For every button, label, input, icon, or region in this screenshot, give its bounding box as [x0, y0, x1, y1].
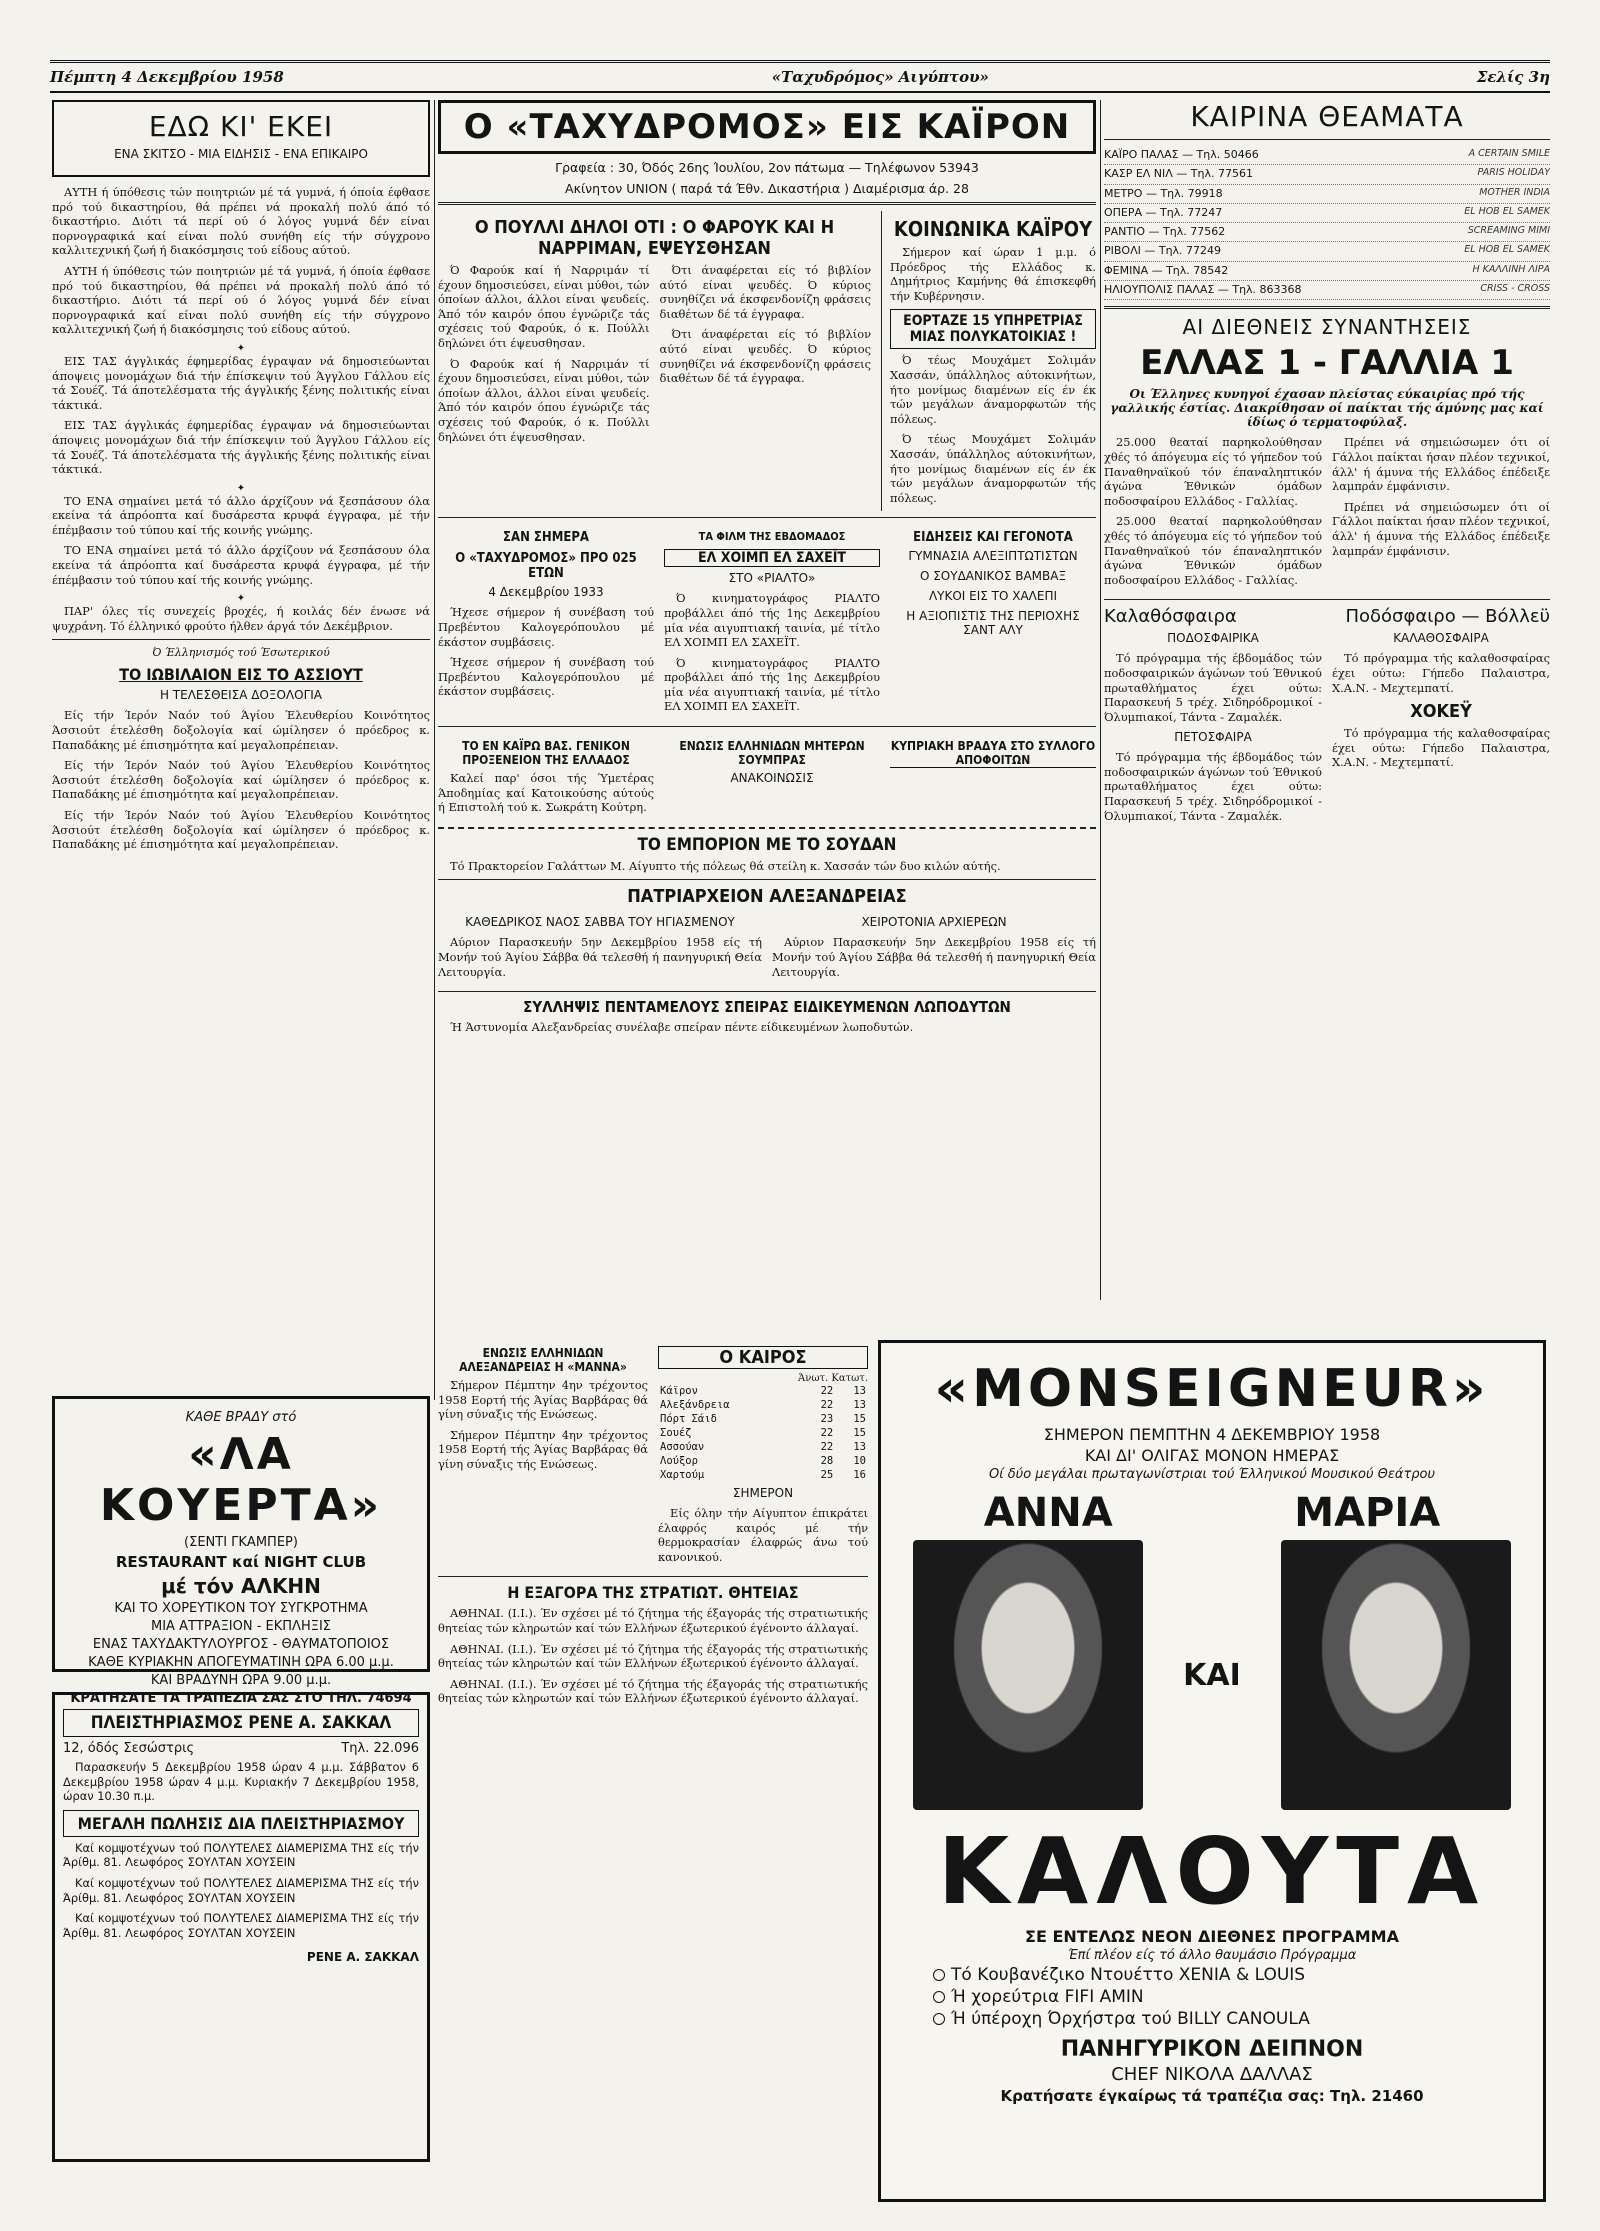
weather-temp: 15: [853, 1427, 866, 1439]
headline-mothers: ΕΝΩΣΙΣ ΕΛΛΗΝΙΔΩΝ ΜΗΤΕΡΩΝ ΣΟΥΜΠΡΑΣ: [679, 739, 865, 768]
column-rule: [434, 100, 435, 1400]
weather-row: [658, 1454, 868, 1468]
article-paragraph: Αύριον Παρασκευήν 5ην Δεκεμβρίου 1958 είς τή Μονήν τού Άγίου Σάββα θά τελεσθή ή πανηγυρική Θεία Λειτουργία.: [438, 935, 762, 979]
auction-signature: ΡΕΝΕ Α. ΣΑΚΚΑΛ: [306, 1950, 419, 1965]
masthead-office-1: Γραφεία : 30, Όδός 26ης Ίουλίου, 2ον πάτωμα — Τηλέφωνον 53943: [555, 160, 979, 175]
ad-dinner: ΠΑΝΗΓΥΡΙΚΟΝ ΔΕΙΠΝΟΝ: [1060, 2037, 1364, 2062]
auction-description: Καί κομψοτέχνων τού ΠΟΛΥΤΕΛΕΣ ΔΙΑΜΕΡΙΣΜΑ ΤΗΣ είς τήν Άρίθμ. 81. Λεωφόρος ΣΟΥΛΤΑΝ ΧΟΥΣΕΙΝ: [63, 1911, 419, 1940]
article-paragraph: Είς τήν Ίερόν Ναόν τού Άγίου Έλευθερίου Κοινότητος Άσσιούτ έτελέσθη δοξολογία καί ώμίλησεν ό πρόεδρος κ. Παπαδάκης μέ έπισημότητα καί μεγαλοπρέπειαν.: [52, 808, 430, 852]
ad-program: ΣΕ ΕΝΤΕΛΩΣ ΝΕΟΝ ΔΙΕΘΝΕΣ ΠΡΟΓΡΑΜΜΑ: [1025, 1927, 1399, 1946]
article-paragraph: Τό πρόγραμμα τής καλαθοσφαίρας έχει ούτω: Γήπεδο Παλαιστρα, Χ.Α.Ν. - Μεχτεμπατί.: [1332, 651, 1550, 695]
weather-temp: 28: [820, 1455, 834, 1467]
cinema-listing-row: [1104, 223, 1550, 242]
news-sub: Ο ΣΟΥΔΑΝΙΚΟΣ ΒΑΜΒΑΞ: [919, 569, 1067, 584]
cinema-listing-row: [1104, 185, 1550, 204]
ad-item: Τό Κουβανέζικο Ντουέττο XENIA & LOUIS: [951, 1965, 1306, 1985]
cinema-name: ΟΠΕΡΑ — Τηλ. 77247: [1104, 205, 1223, 219]
film-title: A CERTAIN SMILE: [1468, 148, 1550, 159]
article-paragraph: Είς όλην τήν Αίγυπτον έπικράτει έλαφρός καιρός μέ τήν θερμοκρασίαν έλαφρώς άνω τού κανονικού.: [658, 1506, 868, 1564]
article-paragraph: Είς τήν Ίερόν Ναόν τού Άγίου Έλευθερίου Κοινότητος Άσσιούτ έτελέσθη δοξολογία καί ώμίλησεν ό πρόεδρος κ. Παπαδάκης μέ έπισημότητα καί μεγαλοπρέπειαν.: [52, 758, 430, 802]
cinema-name: ΡΑΝΤΙΟ — Τηλ. 77562: [1104, 225, 1226, 239]
auction-description: Καί κομψοτέχνων τού ΠΟΛΥΤΕΛΕΣ ΔΙΑΜΕΡΙΣΜΑ ΤΗΣ είς τήν Άρίθμ. 81. Λεωφόρος ΣΟΥΛΤΑΝ ΧΟΥΣΕΙΝ: [63, 1875, 419, 1905]
auction-title: ΠΛΕΙΣΤΗΡΙΑΣΜΟΣ ΡΕΝΕ Α. ΣΑΚΚΑΛ: [63, 1709, 419, 1737]
article-paragraph: Τό Πρακτορείον Γαλάττων Μ. Αίγυπτο τής πόλεως θά στείλη κ. Χασσάν τών δυο κιλών αύτής.: [450, 858, 1001, 873]
performer-photo-1: [913, 1540, 1143, 1810]
ad-lead: Οί δύο μεγάλαι πρωταγωνίστριαι τού Έλληνικού Μουσικού Θεάτρου: [988, 1467, 1436, 1482]
article-paragraph: Πρέπει νά σημειώσωμεν ότι οί Γάλλοι παίκται ήσαν πλέον τεχνικοί, άλλ' ή άμυνα τής Ελλάδος έπέδειξε λαμπράν έμφάνισιν.: [1332, 499, 1550, 558]
left-ads: [52, 1396, 430, 2196]
article-paragraph: ΑΥΤΗ ή ύπόθεσις τών ποιητριών μέ τά γυμνά, ή όποία έφθασε πρό τού δικαστηρίου, θά πρέπει νά προκαλή πολύ άπό τό δικαστήριο. Διότι τά περί ού ό λόγος γυμνά δέν είναι πορνογραφικά καί είναι πολύ συνήθη είς τήν σύγχρονο καλλιτεχνική ζωή ή διακόσμησις τού είδους αύτού.: [52, 185, 430, 258]
performer-first-name-2: ΜΑΡΙΑ: [1294, 1490, 1441, 1536]
auction-address: 12, όδός Σεσώστρις: [63, 1741, 195, 1756]
film-title: ΕΛ ΧΟΙΜΠ ΕΛ ΣΑΧΕΪΤ: [664, 549, 880, 567]
film-title: EL HOB EL SAMEK: [1464, 244, 1550, 256]
weather-header: Άνωτ. Κατωτ.: [798, 1373, 868, 1384]
headline-cyprus-evening: ΚΥΠΡΙΑΚΗ ΒΡΑΔΥΑ ΣΤΟ ΣΥΛΛΟΓΟ ΑΠΟΦΟΙΤΩΝ: [890, 739, 1096, 768]
weather-today: ΣΗΜΕΡΟΝ: [732, 1486, 794, 1500]
ad-line: ΚΑΙ ΒΡΑΔΥΝΗ ΩΡΑ 9.00 μ.μ.: [150, 1673, 332, 1688]
column-subtitle: ΕΝΑ ΣΚΙΤΣΟ - ΜΙΑ ΕΙΔΗΣΙΣ - ΕΝΑ ΕΠΙΚΑΙΡΟ: [114, 147, 368, 161]
article-paragraph: 25.000 θεαταί παρηκολούθησαν χθές τό άπόγευμα είς τό γήπεδον τού Παναθηναϊκού τόν έπαναληπτικόν άγώνα Έθνικών όμάδων ποδοσφαίρου Ελλάδος - Γαλλίας.: [1104, 514, 1322, 587]
article-paragraph: ΑΘΗΝΑΙ. (Ι.Ι.). Έν σχέσει μέ τό ζήτημα τής έξαγοράς τής στρατιωτικής θητείας τών κληρωτών καί τών Ελλήνων έξωτερικού έγένοντο άλλαγαί.: [438, 1606, 868, 1635]
weather-temp: 23: [820, 1413, 834, 1425]
weather-row: [658, 1398, 868, 1412]
weather-temp: 22: [820, 1399, 834, 1411]
ad-venue-name: «ΛΑ ΚΟΥΕΡΤΑ»: [99, 1429, 383, 1531]
weather-city: Χαρτούμ: [660, 1469, 705, 1481]
article-paragraph: ΑΘΗΝΑΙ. (Ι.Ι.). Έν σχέσει μέ τό ζήτημα τής έξαγοράς τής στρατιωτικής θητείας τών κληρωτών καί τών Ελλήνων έξωτερικού έγένοντο άλλαγαί.: [438, 1676, 868, 1706]
ad-line: ΚΑΘΕ ΚΥΡΙΑΚΗΝ ΑΠΟΓΕΥΜΑΤΙΝΗ ΩΡΑ 6.00 μ.μ.: [88, 1655, 394, 1670]
weather-temp: 22: [820, 1427, 834, 1439]
article-paragraph: ΠΑΡ' όλες τίς συνεχείς βροχές, ή κοιλάς δέν ένωσε νά ψυχράνη. Τό έλληνικό φρούτο ήλθεν άργά τόν Δεκέμβριον.: [52, 604, 430, 633]
patriarchate-sub: ΚΑΘΕΔΡΙΚΟΣ ΝΑΟΣ ΣΑΒΒΑ ΤΟΥ ΗΓΙΑΣΜΕΝΟΥ: [465, 915, 735, 930]
weather-row: [658, 1440, 868, 1454]
weather-row: [658, 1384, 868, 1398]
cinema-name: ΜΕΤΡΟ — Τηλ. 79918: [1104, 186, 1223, 200]
ad-top-line: ΚΑΘΕ ΒΡΑΔΥ στό: [185, 1410, 297, 1425]
film-title: MOTHER INDIA: [1479, 186, 1550, 198]
section-25-years: Ο «ΤΑΧΥΔΡΟΜΟΣ» ΠΡΟ 025 ΕΤΩΝ: [455, 551, 637, 582]
article-paragraph: Ό κινηματογράφος ΡΙΑΛΤΟ προβάλλει άπό τής 1ης Δεκεμβρίου μία νέα αιγυπτιακή ταινία, μέ τίτλο ΕΛ ΧΟΙΜΠ ΕΛ ΣΑΧΕΪΤ.: [664, 591, 880, 650]
cinema-listings: [1104, 146, 1550, 300]
bullet-icon: [933, 2013, 945, 2025]
headline-poulli: Ο ΠΟΥΛΛΙ ΔΗΛΟΙ ΟΤΙ : Ο ΦΑΡΟΥΚ ΚΑΙ Η ΝΑΡΡΙΜΑΝ, ΕΨΕΥΣΘΗΣΑΝ: [474, 217, 835, 259]
article-paragraph: Πρέπει νά σημειώσωμεν ότι οί Γάλλοι παίκται ήσαν πλέον τεχνικοί, άλλ' ή άμυνα τής Ελλάδος έπέδειξε λαμπράν έμφάνισιν.: [1332, 435, 1550, 494]
section-news: ΕΙΔΗΣΕΙΣ ΚΑΙ ΓΕΓΟΝΟΤΑ: [913, 530, 1073, 546]
article-paragraph: Ό Φαρούκ καί ή Ναρριμάν τί έχουν δημοσιεύσει, είναι μύθοι, τών όποίων άλλοι, άλλοι είναι ψευδείς. Άπό τόν καιρόν όπου έγνώριζε τάς σχέσεις τού Φαρούκ, ό κ. Πούλλι δηλώνει ότι έψευσθησαν.: [438, 263, 650, 350]
column-title: ΕΔΩ ΚΙ' ΕΚΕΙ: [148, 110, 334, 143]
cinema-listing-row: [1104, 146, 1550, 165]
article-paragraph: Τό πρόγραμμα τής έβδομάδος τών ποδοσφαιρικών άγώνων τού Έθνικού πρωταθλήματος έχει ούτω: Παρασκευή 5 τρέχ. Σιδηρόδρομικοί - Όλυμπιακοί, Τάντα - Ζαμαλέκ.: [1104, 651, 1322, 724]
ad-brand: «MONSEIGNEUR»: [934, 1359, 1490, 1419]
film-title: EL HOB EL SAMEK: [1464, 205, 1550, 217]
sports-basketball: Καλαθόσφαιρα: [1104, 606, 1237, 628]
weather-temp: 22: [820, 1385, 834, 1397]
weather-row: [658, 1412, 868, 1426]
article-paragraph: Ό κινηματογράφος ΡΙΑΛΤΟ προβάλλει άπό τής 1ης Δεκεμβρίου μία νέα αιγυπτιακή ταινία, μέ τίτλο ΕΛ ΧΟΙΜΠ ΕΛ ΣΑΧΕΪΤ.: [664, 655, 880, 714]
ad-and: ΚΑΙ: [1183, 1657, 1241, 1693]
news-sub: ΛΥΚΟΙ ΕΙΣ ΤΟ ΧΑΛΕΠΙ: [928, 589, 1058, 604]
auction-dates: Παρασκευήν 5 Δεκεμβρίου 1958 ώραν 4 μ.μ. Σάββατον 6 Δεκεμβρίου 1958 ώραν 4 μ.μ. Κυριακήν 7 Δεκεμβρίου 1958, ώραν 10.30 π.μ.: [63, 1760, 419, 1804]
section-today: ΣΑΝ ΣΗΜΕΡΑ: [503, 530, 589, 546]
article-paragraph: Τό πρόγραμμα τής καλαθοσφαίρας έχει ούτω: Γήπεδο Παλαιστρα, Χ.Α.Ν. - Μεχτεμπατί.: [1332, 726, 1550, 770]
masthead-office-2: Ακίνητον UNION ( παρά τά Έθν. Δικαστήρια ) Διαμέρισμα άρ. 28: [565, 181, 969, 196]
headline-patriarchate: ΠΑΤΡΙΑΡΧΕΙΟΝ ΑΛΕΞΑΝΔΡΕΙΑΣ: [627, 886, 907, 908]
ad-monseigneur: [878, 1340, 1546, 2202]
article-paragraph: Καλεί παρ' όσοι τής Ύμετέρας Άποδημίας καί Κατοικούσης αύτούς ή Επιστολή τού κ. Σωκράτη Κούτρη.: [438, 771, 654, 815]
match-score: ΕΛΛΑΣ 1 - ΓΑΛΛΙΑ 1: [1140, 343, 1514, 384]
article-paragraph: ΑΘΗΝΑΙ. (Ι.Ι.). Έν σχέσει μέ τό ζήτημα τής έξαγοράς τής στρατιωτικής θητείας τών κληρωτών καί τών Ελλήνων έξωτερικού έγένοντο άλλαγαί.: [438, 1641, 868, 1671]
ad-performer: μέ τόν ΑΛΚΗΝ: [161, 1574, 321, 1598]
headline-arrest: ΣΥΛΛΗΨΙΣ ΠΕΝΤΑΜΕΛΟΥΣ ΣΠΕΙΡΑΣ ΕΙΔΙΚΕΥΜΕΝΩΝ ΛΩΠΟΔΥΤΩΝ: [523, 998, 1011, 1017]
weather-temp: 16: [853, 1469, 866, 1481]
article-paragraph: Ήχεσε σήμερον ή συνέβαση τού Πρεβέντου Καλογερόπουλου μέ έκάστον συμβάσεις.: [438, 655, 654, 699]
section-date: 4 Δεκεμβρίου 1933: [488, 585, 604, 600]
article-paragraph: Είς τήν Ίερόν Ναόν τού Άγίου Έλευθερίου Κοινότητος Άσσιούτ έτελέσθη δοξολογία καί ώμίλησεν ό πρόεδρος κ. Παπαδάκης μέ έπισημότητα καί μεγαλοπρέπειαν.: [52, 708, 430, 752]
weather-temp: 25: [820, 1469, 834, 1481]
weather-temp: 13: [853, 1385, 866, 1397]
ad-la-couerta: [52, 1396, 430, 1706]
weather-city: Σουέζ: [660, 1427, 692, 1439]
bullet-icon: [933, 1991, 945, 2003]
article-paragraph: Ό τέως Μουχάμετ Σολιμάν Χασσάν, ύπάλληλος αύτοκινήτων, ήτο μονίμως διαμένων είς έν έκ τών μεγάλων άναμορφωτών τής πόλεως.: [890, 353, 1096, 426]
ad-auction: [52, 1692, 430, 2162]
mothers-sub: ΑΝΑΚΟΙΝΩΣΙΣ: [730, 771, 814, 786]
bullet-icon: [933, 1969, 945, 1981]
column-taxydromos-cairo: [438, 100, 1096, 1340]
headline-military: Η ΕΞΑΓΟΡΑ ΤΗΣ ΣΤΡΑΤΙΩΤ. ΘΗΤΕΙΑΣ: [507, 1583, 799, 1603]
ad-item: Ή ύπέροχη Όρχήστρα τού BILLY CANOULA: [951, 2009, 1310, 2029]
ad-limit: ΚΑΙ ΔΙ' ΟΛΙΓΑΣ ΜΟΝΟΝ ΗΜΕΡΑΣ: [1084, 1446, 1340, 1465]
article-paragraph: ΤΟ ΕΝΑ σημαίνει μετά τό άλλο άρχίζουν νά ξεσπάσουν όλα εκείνα τά άπρόοπτα καί δυσάρεστα κρυφά έγγραφα, μέ τήν έπέμβασιν τού τύπου καί τής κοινής γνώμης.: [52, 543, 430, 587]
article-paragraph: Ότι άναφέρεται είς τό βιβλίον αύτό είναι ψευδές. Ό κύριος συνηθίζει νά έκσφενδονίζη φράσεις διαθέτων δέ τά έγγραφα.: [659, 263, 871, 321]
weather-row: [658, 1426, 868, 1440]
headline-union: ΕΝΩΣΙΣ ΕΛΛΗΝΙΔΩΝ ΑΛΕΞΑΝΔΡΕΙΑΣ Η «ΜΑΝΝΑ»: [459, 1346, 627, 1374]
cinema-listing-row: [1104, 204, 1550, 223]
article-paragraph: ΑΥΤΗ ή ύπόθεσις τών ποιητριών μέ τά γυμνά, ή όποία έφθασε πρό τού δικαστηρίου, θά πρέπει νά προκαλή πολύ άπό τό δικαστήριο. Διότι τά περί ού ό λόγος γυμνά δέν είναι πορνογραφικά καί είναι πολύ συνήθη είς τήν σύγχρονο καλλιτεχνική ζωή ή διακόσμησις τού είδους αύτού.: [52, 263, 430, 337]
ad-chef: CHEF ΝΙΚΟΛΑ ΔΑΛΛΑΣ: [1111, 2064, 1313, 2085]
cinema-name: ΦΕΜΙΝΑ — Τηλ. 78542: [1104, 263, 1229, 277]
article-paragraph: Ό τέως Μουχάμετ Σολιμάν Χασσάν, ύπάλληλος αύτοκινήτων, ήτο μονίμως διαμένων είς έν έκ τών μεγάλων άναμορφωτών τής πόλεως.: [890, 432, 1096, 505]
column-edo-ki-ekei: ΕΔΩ ΚΙ' ΕΚΕΙ ΕΝΑ ΣΚΙΤΣΟ - ΜΙΑ ΕΙΔΗΣΙΣ - ΕΝΑ ΕΠΙΚΑΙΡΟ ΑΥΤΗ ή ύπόθεσις τών ποιητριών μέ τά γυμνά, ή όποία έφθασε πρό τού δικαστηρίου, θά πρέπει νά προκαλή πολύ άπό τό δικαστήριο. Διότι τά περί ού ό λόγος γυμνά δέν είναι πορνογραφικά καί είναι πολύ συνήθη είς τήν σύγχρονο καλλιτεχνική ζωή ή διακόσμησις τού είδους αύτού. ΑΥΤΗ ή ύπόθεσις τών ποιητριών μέ τά γυμνά, ή όποία έφθασε πρό τού δικαστηρίου, θά πρέπει νά προκαλή πολύ άπό τό δικαστήριο. Διότι τά περί ού ό λόγος γυμνά δέν είναι πορνογραφικά καί είναι πολύ συνήθη είς τήν σύγχρονο καλλιτεχνική ζωή ή διακόσμησις τού είδους αύτού. ✦ ΕΙΣ ΤΑΣ άγγλικάς έφημερίδας έγραψαν νά δημοσιεύωνται άποψεις μονομάχων διά τήν έπίσκεψιν τού Άγγλου Γάλλου είς τά Σουέζ. Τά άποτελέσματα τής άγγλικής ξένης πολιτικής είναι τάκτικά. ΕΙΣ ΤΑΣ άγγλικάς έφημερίδας έγραψαν νά δημοσιεύωνται άποψεις μονομάχων διά τήν έπίσκεψιν τού Άγγλου Γάλλου είς τά Σουέζ. Τά άποτελέσματα τής άγγλικής ξένης πολιτικής είναι τάκτικά. ✦ ΤΟ ΕΝΑ σημαίνει μετά τό άλλο άρχίζουν νά ξεσπάσουν όλα εκείνα τά άπρόοπτα καί δυσάρεστα κρυφά έγγραφα, μέ τήν έπέμβασιν τού τύπου καί τής κοινής γνώμης. ΤΟ ΕΝΑ σημαίνει μετά τό άλλο άρχίζουν νά ξεσπάσουν όλα εκείνα τά άπρόοπτα καί δυσάρεστα κρυφά έγγραφα, μέ τήν έπέμβασιν τού τύπου καί τής κοινής γνώμης. ✦ ΠΑΡ' όλες τίς συνεχείς βροχές, ή κοιλάς δέν ένωσε νά ψυχράνη. Τό έλληνικό φρούτο ήλθεν άργά τόν Δεκέμβριον. Ό Έλληνισμός τού Έσωτερικού ΤΟ ΙΩΒΙΛΑΙΟΝ ΕΙΣ ΤΟ ΑΣΣΙΟΥΤ Η ΤΕΛΕΣΘΕΙΣΑ ΔΟΞΟΛΟΓΙΑ Είς τήν Ίερόν Ναόν τού Άγίου Έλευθερίου Κοινότητος Άσσιούτ έτελέσθη δοξολογία καί ώμίλησεν ό πρόεδρος κ. Παπαδάκης μέ έπισημότητα καί μεγαλοπρέπειαν. Είς τήν Ίερόν Ναόν τού Άγίου Έλευθερίου Κοινότητος Άσσιούτ έτελέσθη δοξολογία καί ώμίλησεν ό πρόεδρος κ. Παπαδάκης μέ έπισημότητα καί μεγαλοπρέπειαν. Είς τήν Ίερόν Ναόν τού Άγίου Έλευθερίου Κοινότητος Άσσιούτ έτελέσθη δοξολογία καί ώμίλησεν ό πρόεδρος κ. Παπαδάκης μέ έπισημότητα καί μεγαλοπρέπειαν.: [52, 100, 430, 1440]
weather-city: Αλεξάνδρεια: [660, 1399, 730, 1411]
section-subhead: Η ΤΕΛΕΣΘΕΙΣΑ ΔΟΞΟΛΟΓΙΑ: [159, 688, 323, 703]
bottom-middle: [438, 1340, 868, 2200]
headline-weather: Ο ΚΑΙΡΟΣ: [658, 1346, 868, 1369]
article-paragraph: Σήμερον καί ώραν 1 μ.μ. ό Πρόεδρος τής Ελλάδος κ. Δημήτριος Καμήνης θά έπισκεφθή τήν Κυβέρνησιν.: [890, 245, 1096, 303]
header-paper: «Ταχυδρόμος» Αιγύπτου»: [771, 68, 989, 86]
weather-city: Πόρτ Σάιδ: [660, 1413, 717, 1425]
sports-football-volley: Ποδόσφαιρο — Βόλλεϋ: [1345, 606, 1550, 628]
weather-temp: 13: [853, 1399, 866, 1411]
ad-program-2: Έπί πλέον είς τό άλλο θαυμάσιο Πρόγραμμα: [1067, 1948, 1357, 1963]
news-sub: ΓΥΜΝΑΣΙΑ ΑΛΕΞΙΠΤΩΤΙΣΤΩΝ: [908, 549, 1078, 564]
section-kicker: Ό Έλληνισμός τού Έσωτερικού: [152, 646, 330, 660]
performer-first-name-1: ΑΝΝΑ: [983, 1490, 1113, 1536]
article-paragraph: Ότι άναφέρεται είς τό βιβλίον αύτό είναι ψευδές. Ό κύριος συνηθίζει νά έκσφενδονίζη φράσεις διαθέτων δέ τά έγγραφα.: [659, 327, 871, 386]
column-rule: [1100, 100, 1101, 1300]
weather-temp: 10: [853, 1455, 866, 1467]
film-title: SCREAMING MIMI: [1467, 225, 1550, 237]
sports-section: ΠΕΤΟΣΦΑΙΡΑ: [1174, 730, 1252, 745]
ad-line: ΜΙΑ ΑΤΤΡΑΞΙΟΝ - ΕΚΠΛΗΞΙΣ: [151, 1619, 331, 1634]
headline-consulate: ΤΟ ΕΝ ΚΑΪΡΩ ΒΑΣ. ΓΕΝΙΚΟΝ ΠΡΟΞΕΝΕΙΟΝ ΤΗΣ ΕΛΛΑΔΟΣ: [462, 739, 630, 768]
article-paragraph: ΕΙΣ ΤΑΣ άγγλικάς έφημερίδας έγραψαν νά δημοσιεύωνται άποψεις μονομάχων διά τήν έπίσκεψιν τού Άγγλου Γάλλου είς τά Σουέζ. Τά άποτελέσματα τής άγγλικής ξένης πολιτικής είναι τάκτικά.: [52, 353, 430, 412]
cinema-listing-row: [1104, 281, 1550, 300]
ad-club-line: RESTAURANT καί NIGHT CLUB: [115, 1553, 367, 1571]
news-sub: Η ΑΞΙΟΠΙΣΤΙΣ ΤΗΣ ΠΕΡΙΟΧΗΣ ΣΑΝΤ ΑΛΥ: [906, 609, 1080, 638]
masthead-title: Ο «ΤΑΧΥΔΡΟΜΟΣ» ΕΙΣ ΚΑΪΡΟΝ: [438, 100, 1096, 154]
headline-social: ΚΟΙΝΩΝΙΚΑ ΚΑΪΡΟΥ: [893, 217, 1093, 241]
ad-line: ΚΑΙ ΤΟ ΧΟΡΕΥΤΙΚΟΝ ΤΟΥ ΣΥΓΚΡΟΤΗΜΑ: [114, 1601, 368, 1616]
section-films: ΤΑ ΦΙΛΜ ΤΗΣ ΕΒΔΟΜΑΔΟΣ: [698, 530, 846, 544]
ad-booking: Κρατήσατε έγκαίρως τά τραπέζια σας: Τηλ. 21460: [1000, 2087, 1424, 2105]
article-paragraph: Ή Άστυνομία Αλεξανδρείας συνέλαβε σπείραν πέντε είδικευμένων λωποδυτών.: [450, 1020, 914, 1035]
cinema-listing-row: [1104, 165, 1550, 184]
article-paragraph: Αύριον Παρασκευήν 5ην Δεκεμβρίου 1958 είς τή Μονήν τού Άγίου Σάββα θά τελεσθή ή πανηγυρική Θεία Λειτουργία.: [772, 935, 1096, 979]
sports-section: ΠΟΔΟΣΦΑΙΡΙΚΑ: [1167, 631, 1259, 646]
header-page: Σελίς 3η: [1476, 68, 1550, 86]
cinema-listing-row: [1104, 262, 1550, 281]
weather-temp: 13: [853, 1441, 866, 1453]
article-paragraph: Ήχεσε σήμερον ή συνέβαση τού Πρεβέντου Καλογερόπουλου μέ έκάστον συμβάσεις.: [438, 605, 654, 649]
cinema-name: ΗΛΙΟΥΠΟΛΙΣ ΠΑΛΑΣ — Τηλ. 863368: [1104, 283, 1302, 297]
ad-item: Ή χορεύτρια FIFI AMIN: [951, 1987, 1144, 2007]
shows-title: ΚΑΙΡΙΝΑ ΘΕΑΜΑΤΑ: [1190, 100, 1464, 133]
auction-description: Καί κομψοτέχνων τού ΠΟΛΥΤΕΛΕΣ ΔΙΑΜΕΡΙΣΜΑ ΤΗΣ είς τήν Άρίθμ. 81. Λεωφόρος ΣΟΥΛΤΑΝ ΧΟΥΣΕΙΝ: [63, 1840, 419, 1870]
article-paragraph: Σήμερον Πέμπτην 4ην τρέχοντος 1958 Εορτή τής Άγίας Βαρβάρας θά γίνη σύναξις τής Ενώσεως.: [438, 1427, 648, 1471]
page-header: [50, 60, 1550, 93]
weather-city: Λούξορ: [660, 1455, 698, 1467]
patriarchate-sub: ΧΕΙΡΟΤΟΝΙΑ ΑΡΧΙΕΡΕΩΝ: [861, 915, 1007, 930]
cinema-name: ΚΑΪΡΟ ΠΑΛΑΣ — Τηλ. 50466: [1104, 148, 1259, 161]
article-paragraph: Σήμερον Πέμπτην 4ην τρέχοντος 1958 Εορτή τής Άγίας Βαρβάρας θά γίνη σύναξις τής Ενώσεως.: [438, 1378, 648, 1422]
article-paragraph: ΤΟ ΕΝΑ σημαίνει μετά τό άλλο άρχίζουν νά ξεσπάσουν όλα εκείνα τά άπρόοπτα καί δυσάρεστα κρυφά έγγραφα, μέ τήν έπέμβασιν τού τύπου καί τής κοινής γνώμης.: [52, 493, 430, 537]
film-title: PARIS HOLIDAY: [1477, 167, 1550, 179]
cinema-listing-row: [1104, 242, 1550, 261]
weather-table: [658, 1384, 868, 1482]
film-title: CRISS - CROSS: [1480, 283, 1550, 295]
headline-maids: ΕΟΡΤΑΖΕ 15 ΥΠΗΡΕΤΡΙΑΣ ΜΙΑΣ ΠΟΛΥΚΑΤΟΙΚΙΑΣ !: [890, 309, 1096, 349]
performer-photo-2: [1281, 1540, 1511, 1810]
intl-title: ΑΙ ΔΙΕΘΝΕΙΣ ΣΥΝΑΝΤΗΣΕΙΣ: [1182, 315, 1472, 340]
weather-row: [658, 1468, 868, 1482]
article-paragraph: ΕΙΣ ΤΑΣ άγγλικάς έφημερίδας έγραψαν νά δημοσιεύωνται άποψεις μονομάχων διά τήν έπίσκεψιν τού Άγγλου Γάλλου είς τά Σουέζ. Τά άποτελέσματα τής άγγλικής ξένης πολιτικής είναι τάκτικά.: [52, 418, 430, 477]
sports-section: ΚΑΛΑΘΟΣΦΑΙΡΑ: [1393, 631, 1489, 646]
weather-temp: 15: [853, 1413, 866, 1425]
cinema-name: ΡΙΒΟΛΙ — Τηλ. 77249: [1104, 244, 1222, 258]
film-title: Η ΚΑΛΛΙΝΗ ΛΙΡΑ: [1472, 263, 1550, 275]
match-lead: Οι Έλληνες κυνηγοί έχασαν πλείστας εύκαιρίας πρό τής γαλλικής έστίας. Διακρίθησαν οί παίκται τής άμύνης μας καί ίδίως ό τερματοφύλαξ.: [1110, 387, 1544, 430]
ad-venue-kind: (ΣΕΝΤΙ ΓΚΑΜΠΕΡ): [184, 1535, 298, 1550]
ad-booking: ΚΡΑΤΗΣΑΤΕ ΤΑ ΤΡΑΠΕΖΙΑ ΣΑΣ ΣΤΟ ΤΗΛ. 74694: [70, 1691, 412, 1706]
sports-section: ΧΟΚΕΫ: [1410, 701, 1472, 723]
header-date: Πέμπτη 4 Δεκεμβρίου 1958: [50, 68, 284, 86]
ad-line: ΕΝΑΣ ΤΑΧΥΔΑΚΤΥΛΟΥΡΓΟΣ - ΘΑΥΜΑΤΟΠΟΙΟΣ: [92, 1637, 390, 1652]
auction-phone: Τηλ. 22.096: [341, 1741, 419, 1756]
ad-date: ΣΗΜΕΡΟΝ ΠΕΜΠΤΗΝ 4 ΔΕΚΕΜΒΡΙΟΥ 1958: [1043, 1425, 1381, 1444]
weather-temp: 22: [820, 1441, 834, 1453]
column-cairo-shows: [1104, 100, 1550, 1290]
article-paragraph: Τό πρόγραμμα τής έβδομάδος τών ποδοσφαιρικών άγώνων τού Έθνικού πρωταθλήματος έχει ούτω: Παρασκευή 5 τρέχ. Σιδηρόδρομικοί - Όλυμπιακοί, Τάντα - Ζαμαλέκ.: [1104, 750, 1322, 823]
weather-city: Ασσούαν: [660, 1441, 705, 1453]
film-venue: ΣΤΟ «ΡΙΑΛΤΟ»: [728, 571, 816, 586]
section-headline: ΤΟ ΙΩΒΙΛΑΙΟΝ ΕΙΣ ΤΟ ΑΣΣΙΟΥΤ: [119, 665, 363, 685]
article-paragraph: Ό Φαρούκ καί ή Ναρριμάν τί έχουν δημοσιεύσει, είναι μύθοι, τών όποίων άλλοι, άλλοι είναι ψευδείς. Άπό τόν καιρόν όπου έγνώριζε τάς σχέσεις τού Φαρούκ, ό κ. Πούλλι δηλώνει ότι έψευσθησαν.: [438, 356, 650, 444]
auction-title-2: ΜΕΓΑΛΗ ΠΩΛΗΣΙΣ ΔΙΑ ΠΛΕΙΣΤΗΡΙΑΣΜΟΥ: [63, 1810, 419, 1837]
performer-surname: ΚΑΛΟΥΤΑ: [937, 1818, 1487, 1925]
cinema-name: ΚΑΣΡ ΕΛ ΝΙΛ — Τηλ. 77561: [1104, 167, 1253, 181]
headline-sudan-trade: ΤΟ ΕΜΠΟΡΙΟΝ ΜΕ ΤΟ ΣΟΥΔΑΝ: [637, 834, 897, 855]
weather-city: Κάϊρον: [660, 1385, 698, 1397]
article-paragraph: 25.000 θεαταί παρηκολούθησαν χθές τό άπόγευμα είς τό γήπεδον τού Παναθηναϊκού τόν έπαναληπτικόν άγώνα Έθνικών όμάδων ποδοσφαίρου Ελλάδος - Γαλλίας.: [1104, 435, 1322, 508]
